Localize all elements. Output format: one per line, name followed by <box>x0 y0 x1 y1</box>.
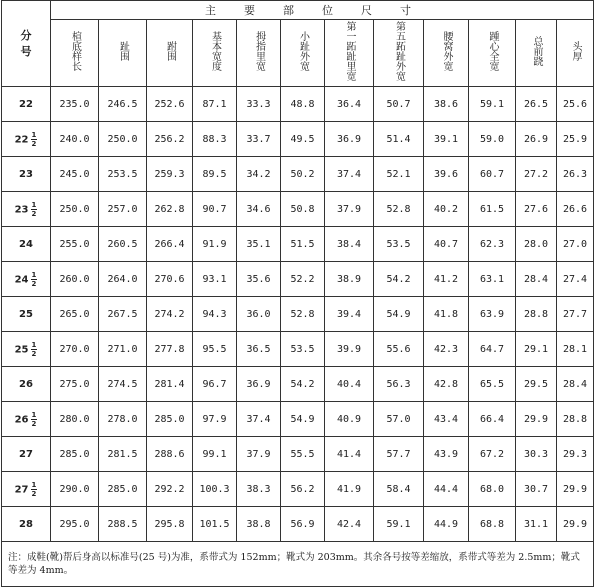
dimension-cell: 60.7 <box>469 157 516 192</box>
dimension-cell: 63.9 <box>469 297 516 332</box>
dimension-cell: 63.1 <box>469 262 516 297</box>
dimension-cell: 33.7 <box>237 122 281 157</box>
dimension-cell: 34.2 <box>237 157 281 192</box>
column-header <box>469 20 516 87</box>
dimension-cell: 36.5 <box>237 332 281 367</box>
table-row <box>2 297 594 332</box>
size-cell <box>2 437 51 472</box>
dimension-cell: 67.2 <box>469 437 516 472</box>
dimension-cell: 33.3 <box>237 87 281 122</box>
column-header-label: 小趾外宽 <box>297 31 309 71</box>
dimension-cell: 265.0 <box>51 297 99 332</box>
dimension-cell: 91.9 <box>193 227 237 262</box>
dimension-cell: 53.5 <box>281 332 325 367</box>
dimension-cell: 43.9 <box>424 437 469 472</box>
size-value: 22 <box>14 134 29 145</box>
dimension-cell: 29.9 <box>557 507 594 542</box>
dimension-cell: 61.5 <box>469 192 516 227</box>
dimension-cell: 99.1 <box>193 437 237 472</box>
dimension-cell: 281.5 <box>99 437 147 472</box>
column-header <box>193 20 237 87</box>
dimension-cell: 29.9 <box>516 402 557 437</box>
dimension-cell: 100.3 <box>193 472 237 507</box>
dimension-cell: 41.9 <box>325 472 374 507</box>
dimension-cell: 264.0 <box>99 262 147 297</box>
fraction-numerator: 1 <box>31 480 37 489</box>
dimension-cell: 96.7 <box>193 367 237 402</box>
dimension-cell: 64.7 <box>469 332 516 367</box>
dimension-cell: 49.5 <box>281 122 325 157</box>
dimension-cell: 278.0 <box>99 402 147 437</box>
dimension-cell: 29.5 <box>516 367 557 402</box>
dimension-cell: 54.2 <box>281 367 325 402</box>
column-header-label: 第一跖趾里宽 <box>344 21 355 81</box>
fraction-numerator: 1 <box>31 270 37 279</box>
dimension-cell: 38.4 <box>325 227 374 262</box>
dimension-cell: 87.1 <box>193 87 237 122</box>
column-header-row <box>2 20 594 87</box>
column-header-label: 第五跖趾外宽 <box>393 21 405 81</box>
dimension-cell: 26.6 <box>557 192 594 227</box>
dimension-cell: 30.7 <box>516 472 557 507</box>
size-cell <box>2 192 51 227</box>
dimension-cell: 39.6 <box>424 157 469 192</box>
dimension-cell: 28.4 <box>557 367 594 402</box>
dimension-cell: 94.3 <box>193 297 237 332</box>
dimension-cell: 39.4 <box>325 297 374 332</box>
dimension-cell: 288.5 <box>99 507 147 542</box>
dimension-cell: 281.4 <box>147 367 193 402</box>
fraction-numerator: 1 <box>31 130 37 139</box>
dimension-cell: 53.5 <box>374 227 424 262</box>
size-cell <box>2 122 51 157</box>
table-body <box>2 87 594 542</box>
half-size-fraction <box>31 201 38 218</box>
size-value: 22 <box>19 98 33 110</box>
dimension-cell: 25.9 <box>557 122 594 157</box>
table-row <box>2 332 594 367</box>
dimension-cell: 54.2 <box>374 262 424 297</box>
half-size-fraction <box>31 271 38 288</box>
size-cell <box>2 367 51 402</box>
dimension-cell: 56.9 <box>281 507 325 542</box>
dimension-cell: 44.9 <box>424 507 469 542</box>
size-cell <box>2 472 51 507</box>
dimension-cell: 48.8 <box>281 87 325 122</box>
dimension-cell: 55.6 <box>374 332 424 367</box>
fraction-denominator: 2 <box>31 209 37 218</box>
size-value: 28 <box>19 518 33 530</box>
dimension-cell: 270.6 <box>147 262 193 297</box>
dimension-cell: 50.2 <box>281 157 325 192</box>
column-header <box>281 20 325 87</box>
dimension-cell: 57.7 <box>374 437 424 472</box>
size-cell <box>2 332 51 367</box>
main-dimensions-group-title: 主要部位尺寸 <box>51 1 594 20</box>
half-size-fraction <box>31 411 38 428</box>
dimension-cell: 42.4 <box>325 507 374 542</box>
column-header-label: 跗围 <box>164 41 176 61</box>
column-header <box>374 20 424 87</box>
dimension-cell: 295.0 <box>51 507 99 542</box>
dimension-cell: 29.9 <box>557 472 594 507</box>
table-row <box>2 227 594 262</box>
column-header <box>147 20 193 87</box>
dimension-cell: 93.1 <box>193 262 237 297</box>
dimension-cell: 97.9 <box>193 402 237 437</box>
size-cell <box>2 87 51 122</box>
dimension-cell: 50.7 <box>374 87 424 122</box>
table-row <box>2 402 594 437</box>
dimension-cell: 277.8 <box>147 332 193 367</box>
column-header-label: 趾围 <box>117 41 129 61</box>
dimension-cell: 27.2 <box>516 157 557 192</box>
fraction-denominator: 2 <box>31 349 37 358</box>
dimension-cell: 68.8 <box>469 507 516 542</box>
dimension-cell: 30.3 <box>516 437 557 472</box>
column-header-label: 基本宽度 <box>209 31 221 71</box>
dimension-cell: 95.5 <box>193 332 237 367</box>
dimension-cell: 25.6 <box>557 87 594 122</box>
dimension-cell: 246.5 <box>99 87 147 122</box>
dimension-cell: 89.5 <box>193 157 237 192</box>
sizing-table-container <box>1 0 593 576</box>
dimension-cell: 270.0 <box>51 332 99 367</box>
dimension-cell: 271.0 <box>99 332 147 367</box>
table-row <box>2 122 594 157</box>
dimension-cell: 260.0 <box>51 262 99 297</box>
dimension-cell: 37.9 <box>325 192 374 227</box>
dimension-cell: 41.2 <box>424 262 469 297</box>
dimension-cell: 262.8 <box>147 192 193 227</box>
dimension-cell: 51.4 <box>374 122 424 157</box>
dimension-cell: 27.4 <box>557 262 594 297</box>
dimension-cell: 266.4 <box>147 227 193 262</box>
dimension-cell: 51.5 <box>281 227 325 262</box>
column-header-label: 楦底样长 <box>69 31 81 71</box>
dimension-cell: 39.9 <box>325 332 374 367</box>
dimension-cell: 259.3 <box>147 157 193 192</box>
dimension-cell: 40.2 <box>424 192 469 227</box>
dimension-cell: 54.9 <box>374 297 424 332</box>
size-value: 25 <box>19 308 33 320</box>
dimension-cell: 29.3 <box>557 437 594 472</box>
dimension-cell: 26.5 <box>516 87 557 122</box>
dimension-cell: 52.8 <box>281 297 325 332</box>
dimension-cell: 37.9 <box>237 437 281 472</box>
fraction-denominator: 2 <box>31 419 37 428</box>
dimension-cell: 260.5 <box>99 227 147 262</box>
dimension-cell: 288.6 <box>147 437 193 472</box>
column-header <box>99 20 147 87</box>
dimension-cell: 28.1 <box>557 332 594 367</box>
table-row <box>2 437 594 472</box>
dimension-cell: 38.6 <box>424 87 469 122</box>
dimension-cell: 28.4 <box>516 262 557 297</box>
column-header-label: 拇指里宽 <box>253 31 265 71</box>
fraction-numerator: 1 <box>31 410 37 419</box>
dimension-cell: 59.1 <box>469 87 516 122</box>
dimension-cell: 37.4 <box>325 157 374 192</box>
dimension-cell: 38.8 <box>237 507 281 542</box>
dimension-cell: 36.0 <box>237 297 281 332</box>
dimension-cell: 59.0 <box>469 122 516 157</box>
dimension-cell: 257.0 <box>99 192 147 227</box>
size-value: 24 <box>19 238 33 250</box>
size-value: 27 <box>19 448 33 460</box>
dimension-cell: 56.3 <box>374 367 424 402</box>
size-cell <box>2 262 51 297</box>
dimension-cell: 252.6 <box>147 87 193 122</box>
column-header <box>516 20 557 87</box>
table-row <box>2 507 594 542</box>
column-header <box>237 20 281 87</box>
table-footnote: 注：成鞋(靴)帮后身高以标准号(25 号)为准，系带式为 152mm；靴式为 203mm。其余各号按等差缩放，系带式等差为 2.5mm；靴式等差为 4mm。 <box>2 542 594 587</box>
dimension-cell: 27.6 <box>516 192 557 227</box>
dimension-cell: 68.0 <box>469 472 516 507</box>
dimension-cell: 40.7 <box>424 227 469 262</box>
table-row <box>2 367 594 402</box>
size-value: 24 <box>14 274 29 285</box>
dimension-cell: 27.7 <box>557 297 594 332</box>
dimension-cell: 52.8 <box>374 192 424 227</box>
dimension-cell: 42.8 <box>424 367 469 402</box>
dimension-cell: 28.8 <box>516 297 557 332</box>
dimension-cell: 66.4 <box>469 402 516 437</box>
dimension-cell: 26.3 <box>557 157 594 192</box>
size-cell <box>2 227 51 262</box>
dimension-cell: 40.4 <box>325 367 374 402</box>
dimension-cell: 41.8 <box>424 297 469 332</box>
table-row <box>2 262 594 297</box>
dimension-cell: 235.0 <box>51 87 99 122</box>
dimension-cell: 31.1 <box>516 507 557 542</box>
size-cell <box>2 402 51 437</box>
column-header <box>51 20 99 87</box>
size-label-bottom: 号 <box>20 44 32 58</box>
column-header-label: 腰窝外宽 <box>441 31 452 71</box>
size-value: 27 <box>14 484 29 495</box>
dimension-cell: 27.0 <box>557 227 594 262</box>
dimension-cell: 274.5 <box>99 367 147 402</box>
column-header-label: 踵心全宽 <box>487 31 498 71</box>
dimension-cell: 43.4 <box>424 402 469 437</box>
dimension-cell: 267.5 <box>99 297 147 332</box>
dimension-cell: 62.3 <box>469 227 516 262</box>
fraction-denominator: 2 <box>31 139 37 148</box>
dimension-cell: 28.0 <box>516 227 557 262</box>
dimension-cell: 88.3 <box>193 122 237 157</box>
dimension-cell: 90.7 <box>193 192 237 227</box>
dimension-cell: 285.0 <box>147 402 193 437</box>
dimension-cell: 39.1 <box>424 122 469 157</box>
dimension-cell: 40.9 <box>325 402 374 437</box>
dimension-cell: 292.2 <box>147 472 193 507</box>
dimension-cell: 255.0 <box>51 227 99 262</box>
dimension-cell: 29.1 <box>516 332 557 367</box>
dimension-cell: 58.4 <box>374 472 424 507</box>
dimension-cell: 59.1 <box>374 507 424 542</box>
dimension-cell: 41.4 <box>325 437 374 472</box>
fraction-numerator: 1 <box>31 200 37 209</box>
size-column-header <box>2 1 51 87</box>
dimension-cell: 26.9 <box>516 122 557 157</box>
dimension-cell: 35.1 <box>237 227 281 262</box>
dimension-cell: 274.2 <box>147 297 193 332</box>
size-value: 23 <box>14 204 29 215</box>
dimension-cell: 275.0 <box>51 367 99 402</box>
half-size-fraction <box>31 341 38 358</box>
fraction-numerator: 1 <box>31 340 37 349</box>
dimension-cell: 38.9 <box>325 262 374 297</box>
dimension-cell: 240.0 <box>51 122 99 157</box>
dimension-cell: 253.5 <box>99 157 147 192</box>
dimension-cell: 245.0 <box>51 157 99 192</box>
size-value: 23 <box>19 168 33 180</box>
dimension-cell: 256.2 <box>147 122 193 157</box>
dimension-cell: 101.5 <box>193 507 237 542</box>
dimension-cell: 52.2 <box>281 262 325 297</box>
dimension-cell: 36.9 <box>325 122 374 157</box>
column-header <box>557 20 594 87</box>
dimension-cell: 52.1 <box>374 157 424 192</box>
table-row <box>2 472 594 507</box>
dimension-cell: 295.8 <box>147 507 193 542</box>
dimension-cell: 36.9 <box>237 367 281 402</box>
dimension-cell: 42.3 <box>424 332 469 367</box>
last-dimensions-table <box>1 0 594 587</box>
size-cell <box>2 297 51 332</box>
dimension-cell: 54.9 <box>281 402 325 437</box>
half-size-fraction <box>31 481 38 498</box>
dimension-cell: 65.5 <box>469 367 516 402</box>
fraction-denominator: 2 <box>31 489 37 498</box>
dimension-cell: 50.8 <box>281 192 325 227</box>
dimension-cell: 44.4 <box>424 472 469 507</box>
table-row <box>2 157 594 192</box>
column-header <box>325 20 374 87</box>
dimension-cell: 36.4 <box>325 87 374 122</box>
size-label-top: 分 <box>20 28 32 42</box>
column-header <box>424 20 469 87</box>
dimension-cell: 250.0 <box>51 192 99 227</box>
dimension-cell: 280.0 <box>51 402 99 437</box>
size-value: 26 <box>19 378 33 390</box>
dimension-cell: 56.2 <box>281 472 325 507</box>
dimension-cell: 38.3 <box>237 472 281 507</box>
dimension-cell: 35.6 <box>237 262 281 297</box>
dimension-cell: 34.6 <box>237 192 281 227</box>
fraction-denominator: 2 <box>31 279 37 288</box>
size-value: 26 <box>14 414 29 425</box>
dimension-cell: 55.5 <box>281 437 325 472</box>
table-row <box>2 87 594 122</box>
column-header-label: 头厚 <box>570 41 582 61</box>
table-row <box>2 192 594 227</box>
dimension-cell: 285.0 <box>51 437 99 472</box>
size-cell <box>2 157 51 192</box>
column-header-label: 总前跷 <box>531 36 542 66</box>
dimension-cell: 37.4 <box>237 402 281 437</box>
dimension-cell: 285.0 <box>99 472 147 507</box>
half-size-fraction <box>31 131 38 148</box>
dimension-cell: 250.0 <box>99 122 147 157</box>
dimension-cell: 290.0 <box>51 472 99 507</box>
dimension-cell: 57.0 <box>374 402 424 437</box>
size-value: 25 <box>14 344 29 355</box>
dimension-cell: 28.8 <box>557 402 594 437</box>
size-cell <box>2 507 51 542</box>
